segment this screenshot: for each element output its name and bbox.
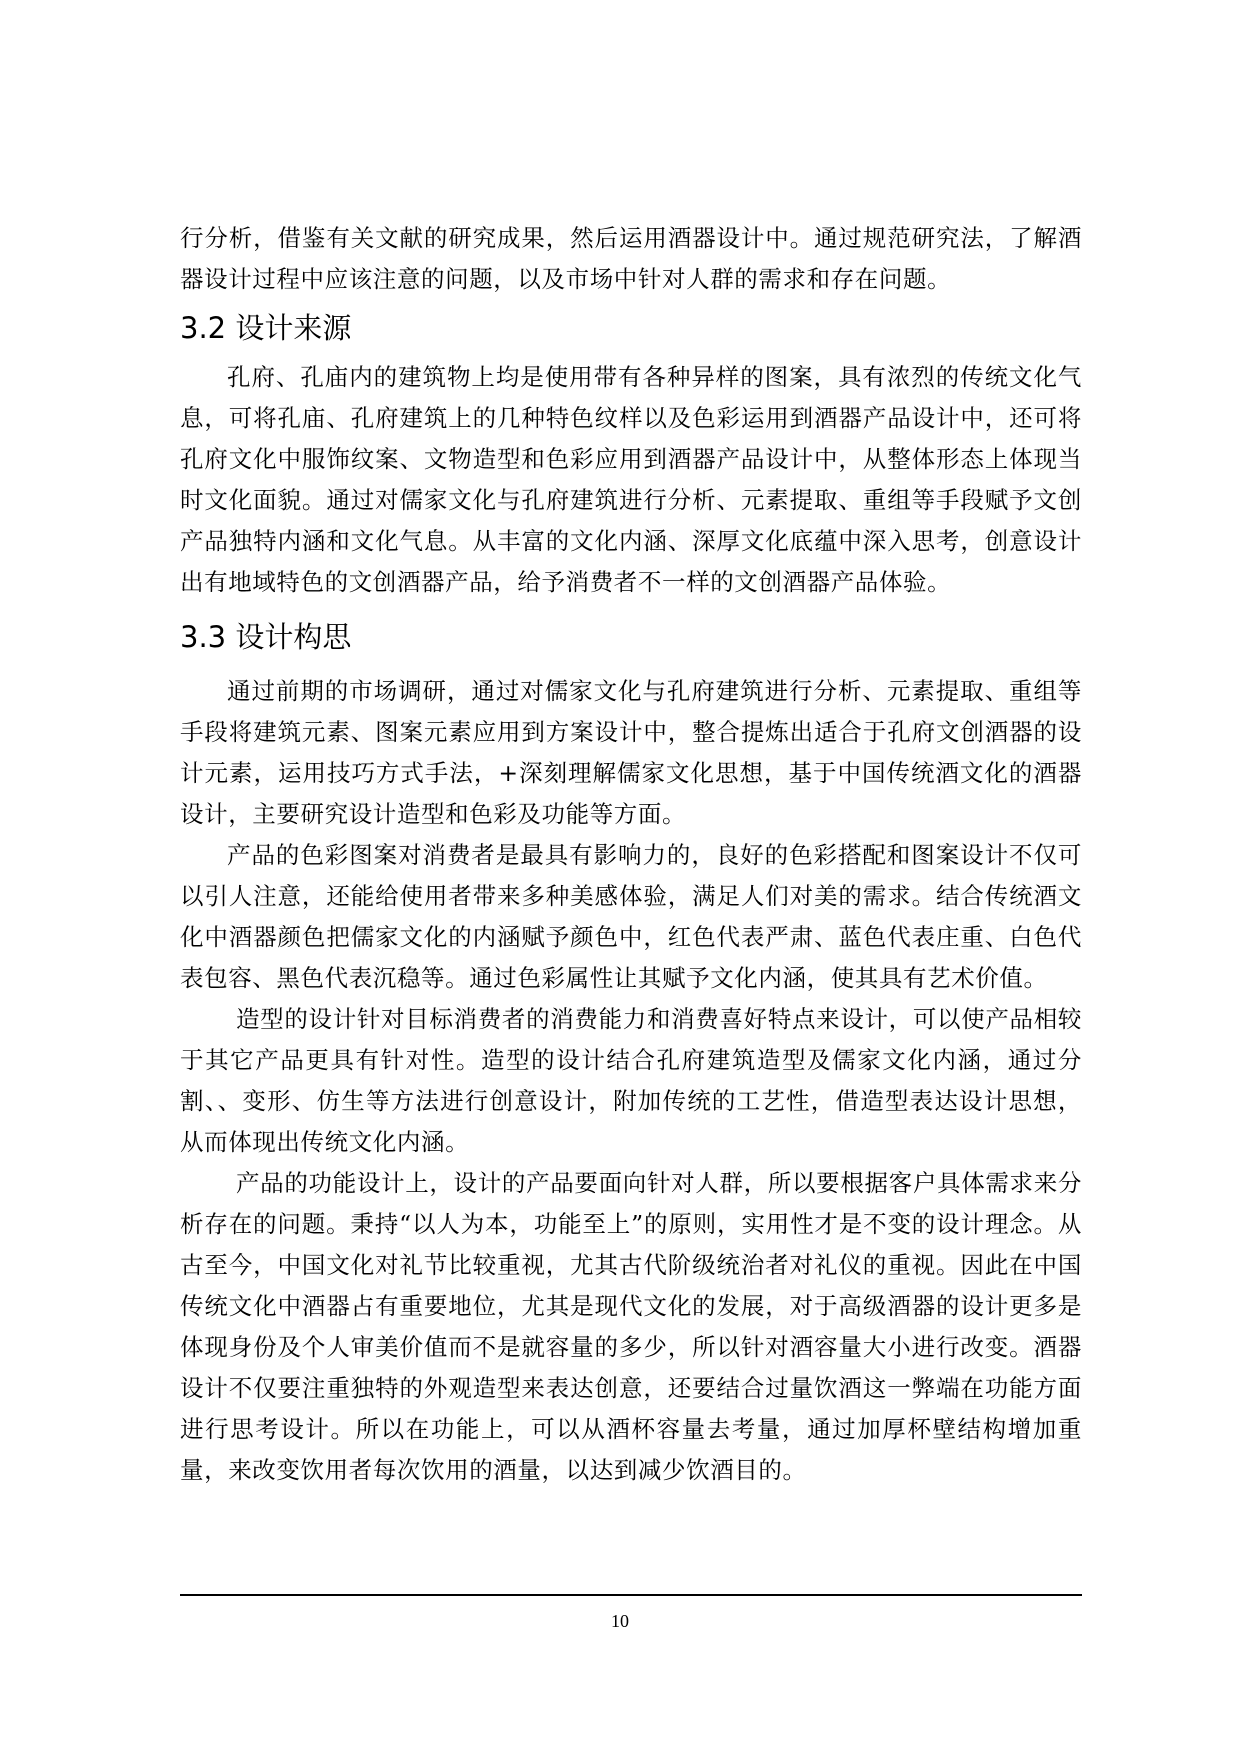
page-number: 10 xyxy=(611,1611,629,1631)
paragraph-design-source: 孔府、孔庙内的建筑物上均是使用带有各种异样的图案，具有浓烈的传统文化气息，可将孔庙、孔府建筑上的几种特色纹样以及色彩运用到酒器产品设计中，还可将孔府文化中服饰纹案、文物造型和色彩应用到酒器产品设计中，从整体形态上体现当时文化面貌。通过对儒家文化与孔府建筑进行分析、元素提取、重组等手段赋予文创产品独特内涵和文化气息。从丰富的文化内涵、深厚文化底蕴中深入思考，创意设计出有地域特色的文创酒器产品，给予消费者不一样的文创酒器产品体验。 xyxy=(180,363,1082,596)
paragraph-color-pattern: 产品的色彩图案对消费者是最具有影响力的，良好的色彩搭配和图案设计不仅可以引人注意，还能给使用者带来多种美感体验，满足人们对美的需求。结合传统酒文化中酒器颜色把儒家文化的内涵赋予颜色中，红色代表严肃、蓝色代表庄重、白色代表包容、黑色代表沉稳等。通过色彩属性让其赋予文化内涵，使其具有艺术价值。 xyxy=(180,841,1082,992)
paragraph-function-design: 产品的功能设计上，设计的产品要面向针对人群，所以要根据客户具体需求来分析存在的问题。秉持“以人为本，功能至上”的原则，实用性才是不变的设计理念。从古至今，中国文化对礼节比较重视，尤其古代阶级统治者对礼仪的重视。因此在中国传统文化中酒器占有重要地位，尤其是现代文化的发展，对于高级酒器的设计更多是体现身份及个人审美价值而不是就容量的多少，所以针对酒容量大小进行改变。酒器设计不仅要注重独特的外观造型来表达创意，还要结合过量饮酒这一弊端在功能方面进行思考设计。所以在功能上，可以从酒杯容量去考量，通过加厚杯壁结构增加重量，来改变饮用者每次饮用的酒量，以达到减少饮酒目的。 xyxy=(180,1169,1082,1484)
section-heading-3-2: 3.2 设计来源 xyxy=(180,311,352,345)
footer-divider xyxy=(180,1594,1082,1596)
paragraph-design-concept-intro: 通过前期的市场调研，通过对儒家文化与孔府建筑进行分析、元素提取、重组等手段将建筑元素、图案元素应用到方案设计中，整合提炼出适合于孔府文创酒器的设计元素，运用技巧方式手法，+深刻理解儒家文化思想，基于中国传统酒文化的酒器设计，主要研究设计造型和色彩及功能等方面。 xyxy=(180,677,1082,828)
paragraph-shape-design: 造型的设计针对目标消费者的消费能力和消费喜好特点来设计，可以使产品相较于其它产品更具有针对性。造型的设计结合孔府建筑造型及儒家文化内涵，通过分割、、变形、仿生等方法进行创意设计，附加传统的工艺性，借造型表达设计思想，从而体现出传统文化内涵。 xyxy=(180,1005,1082,1156)
section-heading-3-3: 3.3 设计构思 xyxy=(180,620,352,654)
document-body xyxy=(180,218,1082,1491)
paragraph-continuation: 行分析，借鉴有关文献的研究成果，然后运用酒器设计中。通过规范研究法，了解酒器设计过程中应该注意的问题，以及市场中针对人群的需求和存在问题。 xyxy=(180,224,1082,293)
